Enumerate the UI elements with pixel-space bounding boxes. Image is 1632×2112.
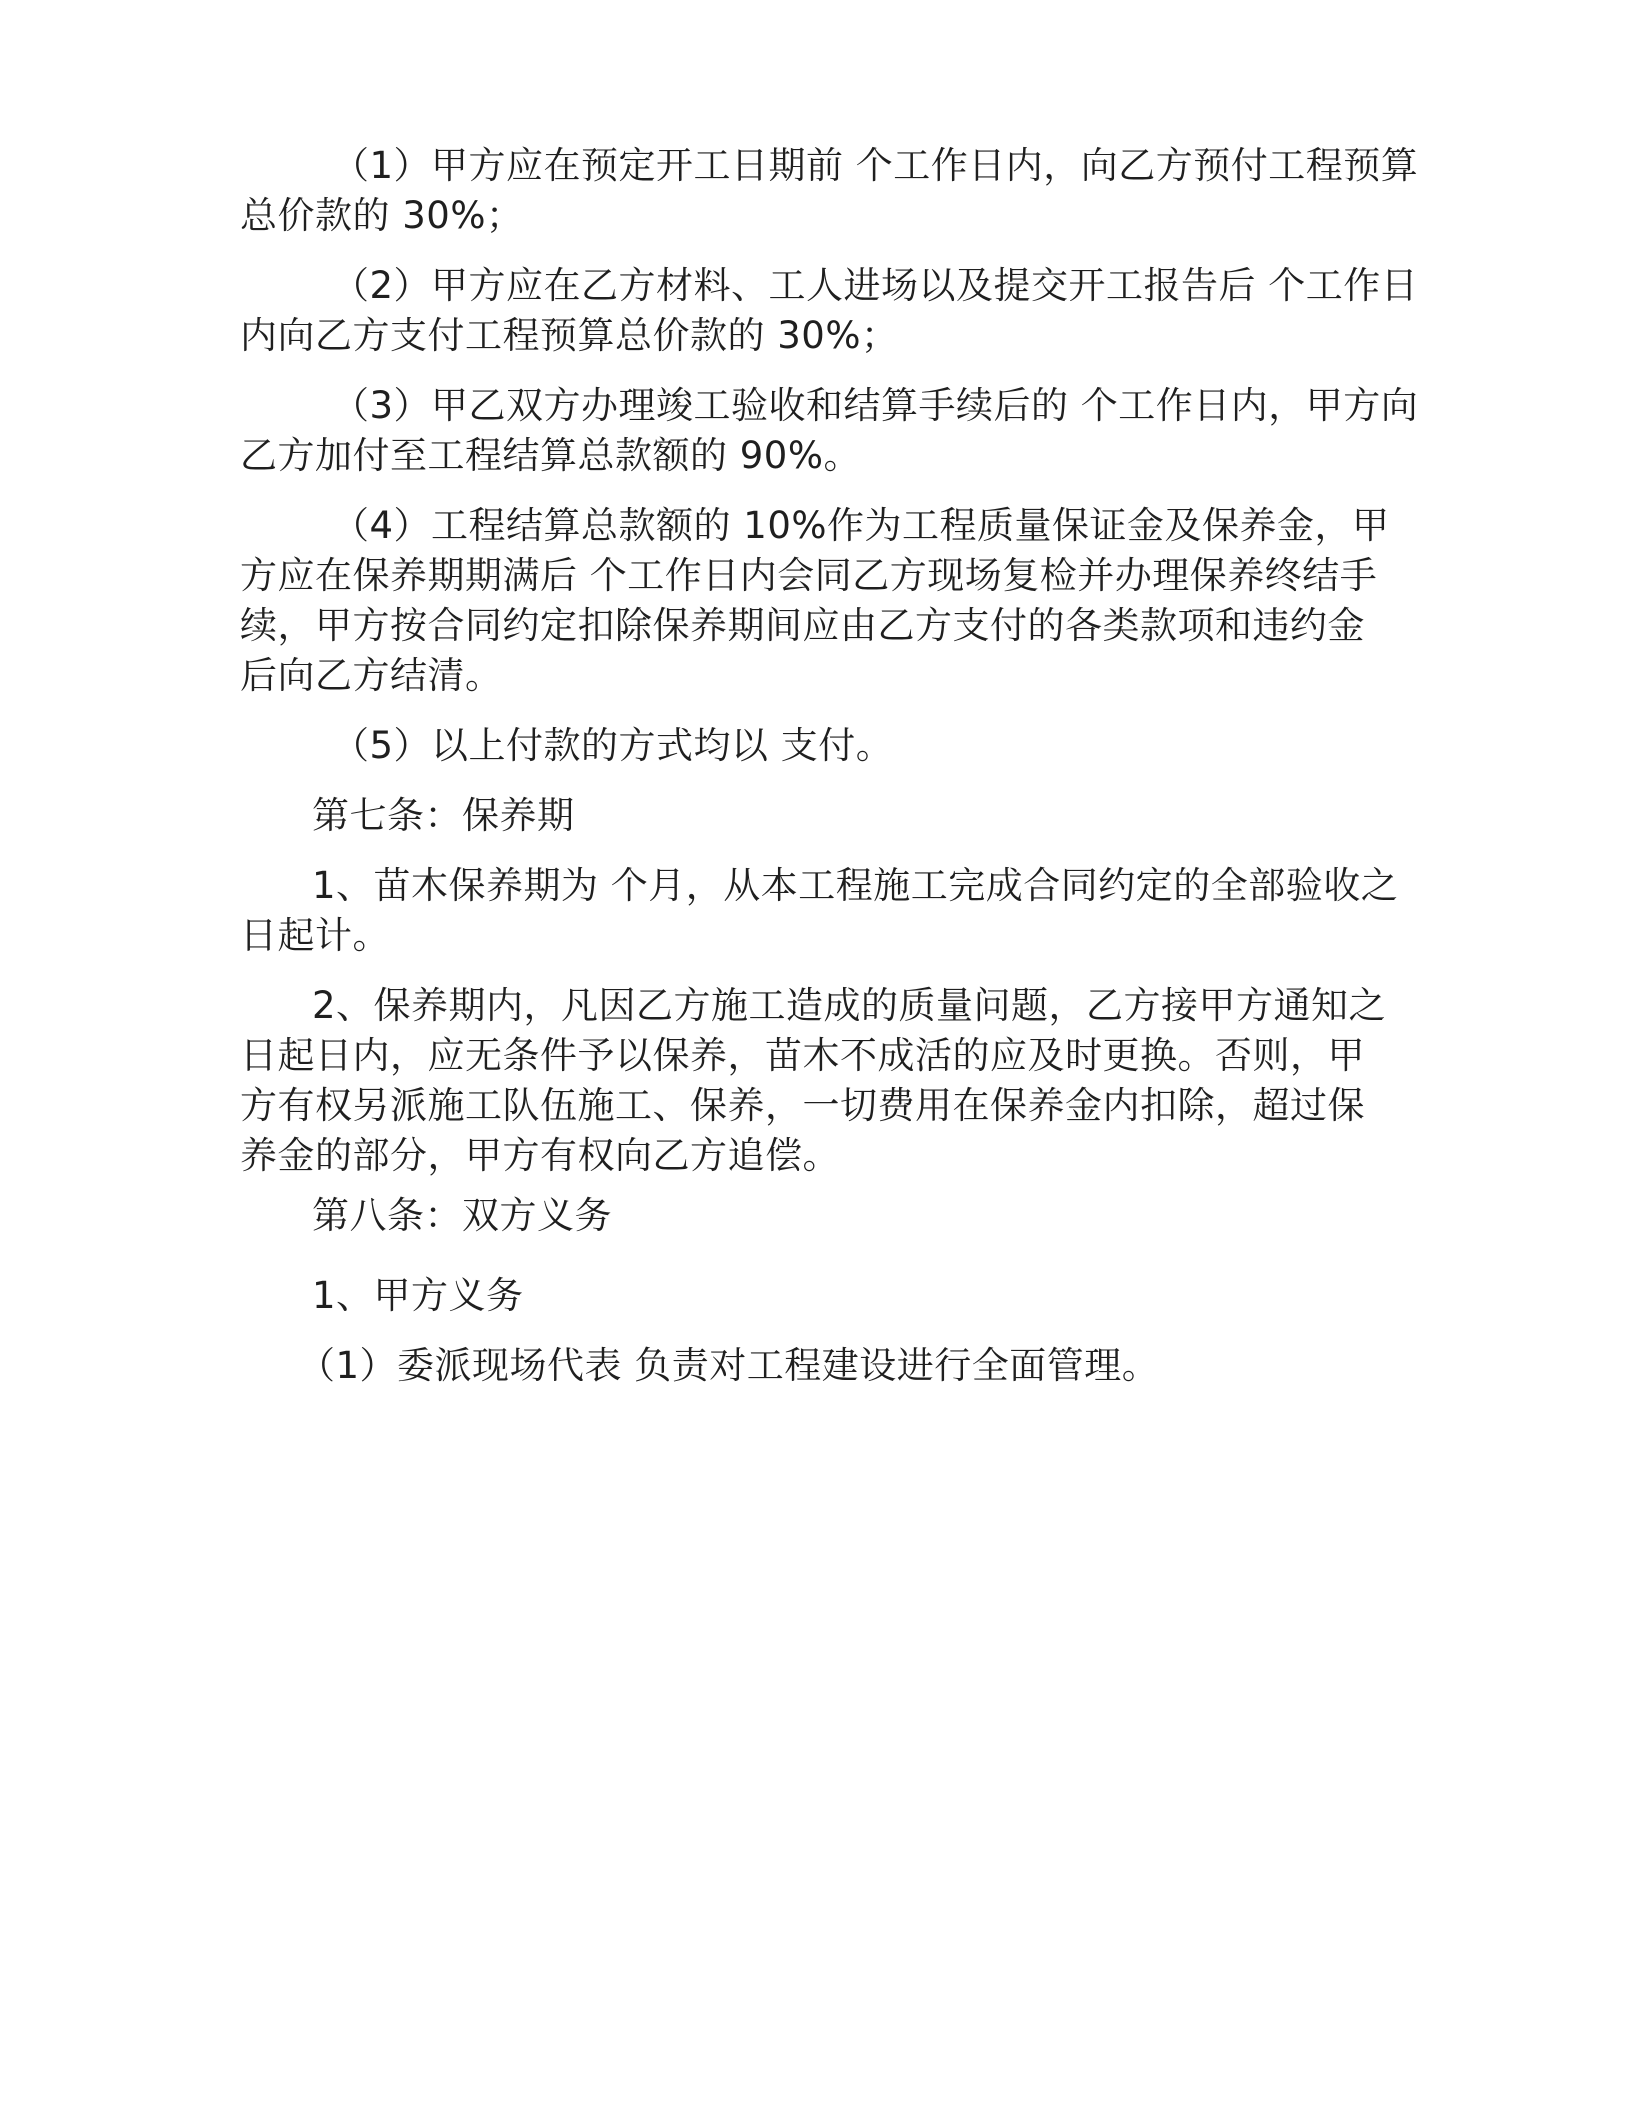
para-1-line-1: （1）甲方应在预定开工日期前 个工作日内，向乙方预付工程预算 [332, 144, 1419, 187]
para-3-line-2: 乙方加付至工程结算总款额的 90%。 [240, 434, 861, 477]
article-7-item-2-line-1: 2、保养期内，凡因乙方施工造成的质量问题，乙方接甲方通知之 [312, 984, 1387, 1027]
para-1-line-2: 总价款的 30%； [240, 194, 524, 237]
para-5-line-1: （5）以上付款的方式均以 支付。 [332, 724, 894, 767]
para-4-line-2: 方应在保养期期满后 个工作日内会同乙方现场复检并办理保养终结手 [240, 554, 1378, 597]
article-7-item-1-line-2: 日起计。 [240, 914, 390, 957]
article-7-item-2-line-4: 养金的部分，甲方有权向乙方追偿。 [240, 1134, 840, 1177]
para-4-line-1: （4）工程结算总款额的 10%作为工程质量保证金及保养金，甲 [332, 504, 1390, 547]
article-7-item-1-line-1: 1、苗木保养期为 个月，从本工程施工完成合同约定的全部验收之 [312, 864, 1399, 907]
para-4-line-4: 后向乙方结清。 [240, 654, 503, 697]
article-7-item-2-line-2: 日起日内，应无条件予以保养，苗木不成活的应及时更换。否则，甲 [240, 1034, 1365, 1077]
article-8-section-1-title: 1、甲方义务 [312, 1274, 524, 1317]
para-4-line-3: 续，甲方按合同约定扣除保养期间应由乙方支付的各类款项和违约金 [240, 604, 1365, 647]
article-8-section-1-item-1: （1）委派现场代表 负责对工程建设进行全面管理。 [298, 1344, 1160, 1387]
para-2-line-1: （2）甲方应在乙方材料、工人进场以及提交开工报告后 个工作日 [332, 264, 1419, 307]
article-8-title: 第八条：双方义务 [312, 1194, 612, 1237]
para-3-line-1: （3）甲乙双方办理竣工验收和结算手续后的 个工作日内，甲方向 [332, 384, 1419, 427]
para-2-line-2: 内向乙方支付工程预算总价款的 30%； [240, 314, 899, 357]
article-7-item-2-line-3: 方有权另派施工队伍施工、保养，一切费用在保养金内扣除，超过保 [240, 1084, 1365, 1127]
article-7-title: 第七条：保养期 [312, 794, 575, 837]
